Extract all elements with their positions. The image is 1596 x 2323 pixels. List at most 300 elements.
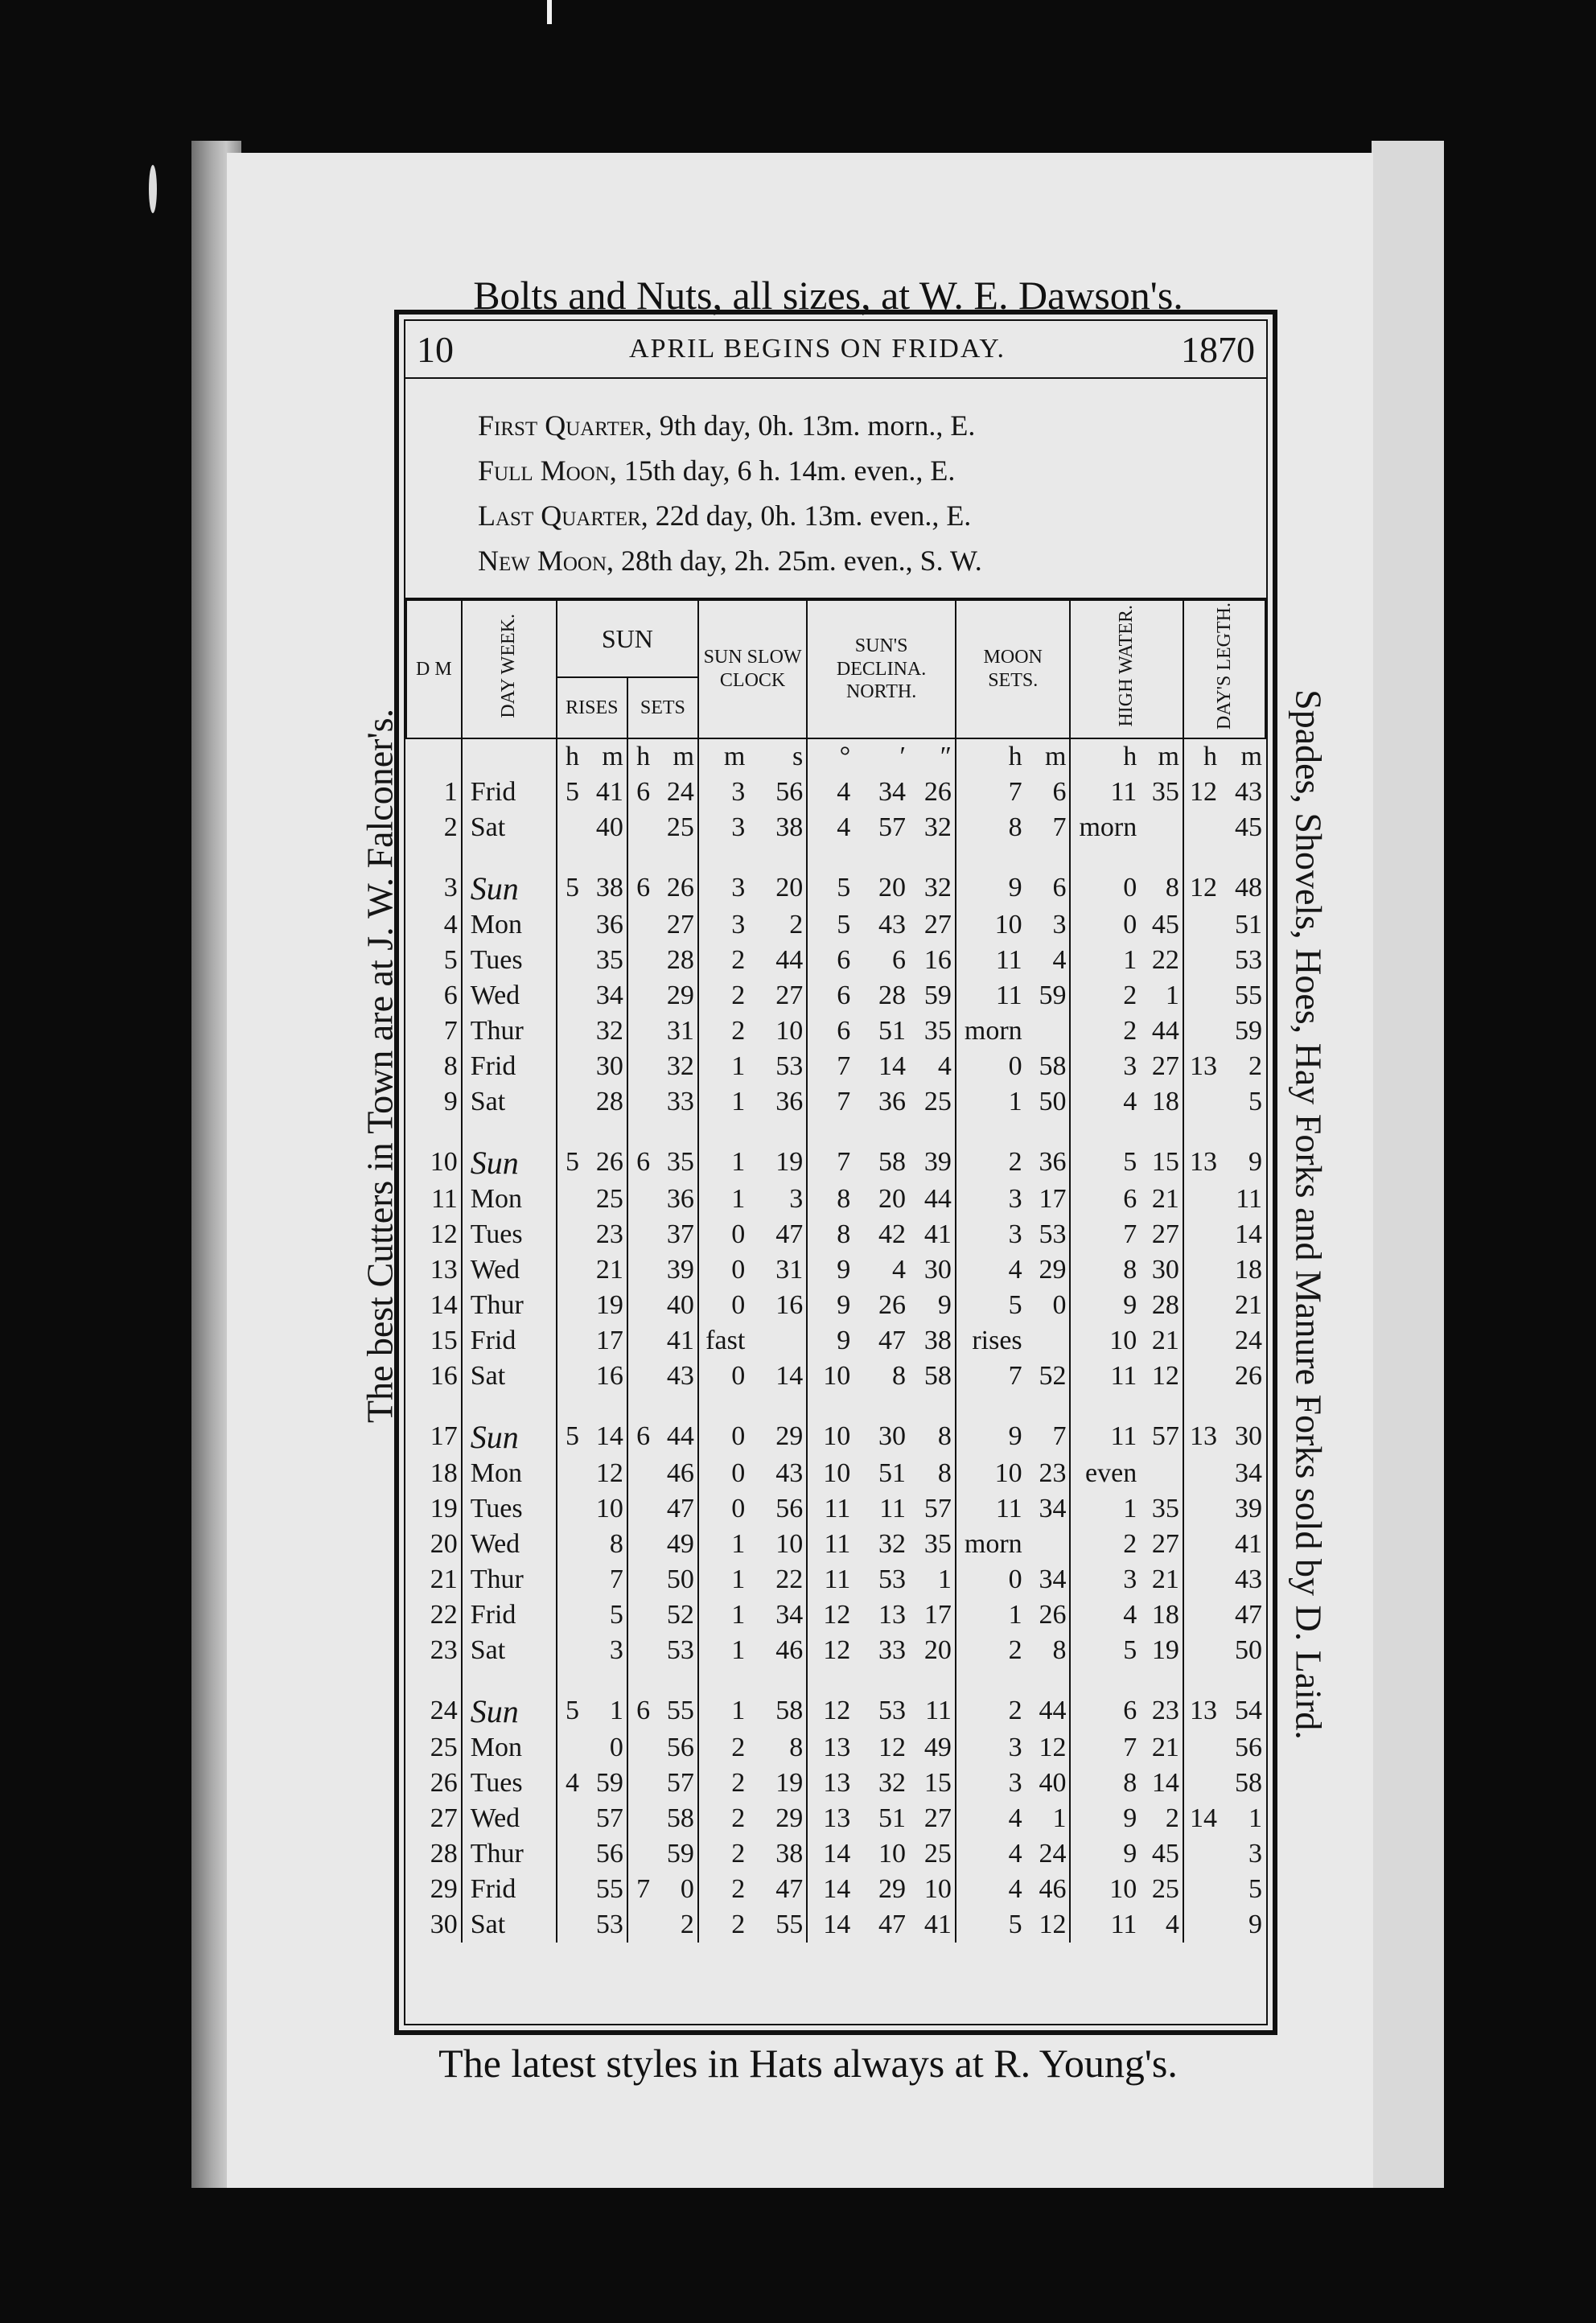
table-cell: 6: [636, 776, 651, 807]
gap-cell: [748, 1394, 807, 1418]
col-header-moon: MOON SETS.: [956, 600, 1071, 738]
gap-cell: [462, 1394, 557, 1418]
day-row: [406, 1288, 1265, 1323]
day-row: [406, 1730, 1265, 1766]
table-cell: 38: [582, 870, 627, 907]
table-cell: 21: [1140, 1182, 1183, 1217]
table-cell: 30: [878, 1421, 906, 1452]
table-cell: [1183, 810, 1220, 845]
table-cell: 20: [909, 1633, 956, 1668]
table-cell: 3: [731, 812, 746, 842]
film-speck: [149, 165, 157, 213]
table-cell: [748, 1323, 807, 1359]
gap-cell: [1220, 1394, 1265, 1418]
table-cell: 5: [1008, 1909, 1022, 1939]
table-cell: 2: [731, 1015, 746, 1046]
col-header-sets: SETS: [627, 677, 698, 738]
table-cell: 58: [1026, 1049, 1071, 1084]
moon-phase-line: First Quarter, 9th day, 0h. 13m. morn., E.: [478, 409, 976, 442]
table-cell: 5: [837, 909, 851, 939]
table-cell: [557, 1801, 582, 1836]
day-of-week: Mon: [462, 1730, 557, 1766]
table-cell: 4: [891, 1254, 906, 1285]
table-cell: 10: [994, 1458, 1022, 1488]
table-cell: even: [1085, 1458, 1137, 1488]
table-cell: [557, 1049, 582, 1084]
table-cell: 29: [748, 1801, 807, 1836]
table-cell: 1: [731, 1086, 746, 1116]
gap-cell: [1220, 845, 1265, 870]
day-of-week: Frid: [462, 1597, 557, 1633]
table-cell: 14: [1235, 1219, 1262, 1249]
table-cell: 52: [653, 1597, 698, 1633]
table-cell: 29: [878, 1873, 906, 1904]
day-row: [406, 1252, 1265, 1288]
table-cell: 2: [748, 907, 807, 943]
table-cell: 50: [1026, 1084, 1071, 1120]
table-cell: 23: [1026, 1456, 1071, 1491]
table-cell: 13: [823, 1803, 851, 1833]
table-cell: 24: [1235, 1325, 1262, 1355]
table-cell: 12: [1140, 1359, 1183, 1394]
table-cell: 10: [878, 1838, 906, 1869]
unit-cell: s: [748, 738, 807, 775]
table-cell: [627, 1252, 653, 1288]
table-cell: 5: [566, 776, 580, 807]
gap-cell: [406, 1120, 462, 1144]
table-cell: 10: [748, 1527, 807, 1562]
table-cell: 29: [748, 1418, 807, 1456]
table-cell: 9: [1123, 1289, 1137, 1320]
table-cell: 30: [1235, 1421, 1262, 1452]
table-cell: 2: [731, 1838, 746, 1869]
table-cell: [557, 1836, 582, 1872]
table-cell: 2: [653, 1907, 698, 1943]
almanac-rows: [406, 738, 1265, 1943]
table-cell: 19: [748, 1144, 807, 1182]
table-cell: 55: [1235, 980, 1262, 1010]
gap-cell: [557, 1394, 582, 1418]
table-cell: 2: [1248, 1050, 1262, 1081]
col-header-rises: RISES: [557, 677, 627, 738]
table-cell: 0: [731, 1219, 746, 1249]
table-cell: 1: [1123, 1493, 1137, 1523]
table-cell: 33: [653, 1084, 698, 1120]
table-cell: 9: [1123, 1838, 1137, 1869]
day-of-month: 13: [406, 1252, 462, 1288]
table-cell: 27: [1140, 1049, 1183, 1084]
table-cell: 0: [731, 1289, 746, 1320]
table-cell: 1: [731, 1696, 746, 1726]
table-cell: 13: [1190, 1421, 1218, 1452]
table-cell: 2: [731, 1767, 746, 1798]
day-row: [406, 810, 1265, 845]
gap-cell: [1070, 1120, 1140, 1144]
gap-cell: [854, 1394, 909, 1418]
table-cell: [557, 1562, 582, 1597]
table-cell: 55: [748, 1907, 807, 1943]
table-cell: 21: [1140, 1323, 1183, 1359]
table-cell: 49: [909, 1730, 956, 1766]
table-cell: 2: [731, 1873, 746, 1904]
table-cell: 10: [748, 1013, 807, 1049]
day-row: [406, 775, 1265, 810]
table-cell: 3: [582, 1633, 627, 1668]
unit-cell: ″: [909, 738, 956, 775]
day-of-week: Sat: [462, 1359, 557, 1394]
table-cell: 59: [582, 1766, 627, 1801]
table-cell: 8: [748, 1730, 807, 1766]
day-of-week: Sun: [462, 1144, 557, 1182]
day-of-month: 28: [406, 1836, 462, 1872]
gap-cell: [956, 1394, 1026, 1418]
col-header-sun: SUN: [557, 600, 698, 677]
day-row: [406, 907, 1265, 943]
table-cell: [1183, 1907, 1220, 1943]
unit-cell: °: [839, 741, 851, 771]
day-row: [406, 1801, 1265, 1836]
table-cell: 9: [1123, 1803, 1137, 1833]
col-header-high: HIGH WATER.: [1070, 600, 1183, 738]
table-cell: 7: [1026, 810, 1071, 845]
right-side-advertisement: Spades, Shovels, Hoes, Hay Forks and Manure Forks sold by D. Laird.: [1288, 689, 1330, 1740]
table-cell: 11: [824, 1528, 851, 1559]
day-row: [406, 1013, 1265, 1049]
table-cell: 0: [653, 1872, 698, 1907]
day-of-week: Wed: [462, 978, 557, 1013]
table-cell: 6: [1026, 870, 1071, 907]
table-cell: 6: [636, 1147, 651, 1178]
table-cell: 6: [1026, 775, 1071, 810]
table-cell: 0: [731, 1360, 746, 1391]
table-cell: 12: [582, 1456, 627, 1491]
gap-cell: [557, 1668, 582, 1692]
table-cell: [557, 1491, 582, 1527]
table-cell: 20: [748, 870, 807, 907]
table-cell: [1140, 1456, 1183, 1491]
gap-cell: [653, 845, 698, 870]
table-cell: 1: [1008, 1599, 1022, 1630]
table-cell: 13: [1190, 1147, 1218, 1178]
table-cell: 18: [1235, 1254, 1262, 1285]
table-cell: 2: [731, 944, 746, 975]
table-cell: 17: [909, 1597, 956, 1633]
table-cell: 11: [995, 944, 1022, 975]
table-cell: 51: [1235, 909, 1262, 939]
table-cell: 1: [1123, 944, 1137, 975]
table-cell: 27: [653, 907, 698, 943]
day-row: [406, 870, 1265, 907]
gap-cell: [582, 1394, 627, 1418]
day-of-month: 29: [406, 1872, 462, 1907]
table-cell: 8: [837, 1219, 851, 1249]
table-cell: 57: [909, 1491, 956, 1527]
table-cell: 12: [1026, 1907, 1071, 1943]
table-cell: [627, 1182, 653, 1217]
table-cell: 21: [582, 1252, 627, 1288]
table-cell: 7: [1008, 776, 1022, 807]
table-cell: 11: [1110, 1421, 1137, 1452]
unit-cell: h: [1203, 741, 1218, 771]
table-cell: 2: [1123, 1528, 1137, 1559]
table-cell: [1183, 1252, 1220, 1288]
table-cell: 5: [566, 1421, 580, 1452]
gap-cell: [406, 1394, 462, 1418]
unit-cell: m: [723, 741, 746, 771]
table-cell: 47: [748, 1217, 807, 1252]
week-gap: [406, 845, 1265, 870]
table-cell: 28: [653, 943, 698, 978]
gap-cell: [1140, 1668, 1183, 1692]
table-cell: 38: [748, 810, 807, 845]
table-cell: 32: [653, 1049, 698, 1084]
table-cell: [627, 978, 653, 1013]
table-cell: rises: [972, 1325, 1022, 1355]
table-cell: 8: [1123, 1254, 1137, 1285]
table-cell: 6: [891, 944, 906, 975]
table-cell: 5: [566, 873, 580, 903]
table-cell: 13: [1190, 1050, 1218, 1081]
table-cell: [1183, 1456, 1220, 1491]
day-of-week: Tues: [462, 1217, 557, 1252]
table-cell: [1183, 1633, 1220, 1668]
table-cell: 4: [837, 812, 851, 842]
table-cell: 4: [1026, 943, 1071, 978]
table-cell: 13: [1190, 1696, 1218, 1726]
table-cell: 3: [731, 873, 746, 903]
table-cell: 0: [1123, 909, 1137, 939]
table-cell: 11: [1110, 1909, 1137, 1939]
week-gap: [406, 1394, 1265, 1418]
table-cell: [627, 810, 653, 845]
table-cell: 23: [582, 1217, 627, 1252]
table-cell: 27: [1140, 1217, 1183, 1252]
table-cell: 51: [878, 1015, 906, 1046]
table-cell: 6: [636, 1696, 651, 1726]
table-cell: 4: [1008, 1873, 1022, 1904]
day-of-week: Sat: [462, 1907, 557, 1943]
table-cell: [557, 1084, 582, 1120]
day-of-week: Wed: [462, 1252, 557, 1288]
table-cell: 29: [1026, 1252, 1071, 1288]
table-cell: 13: [878, 1599, 906, 1630]
table-cell: [557, 1527, 582, 1562]
table-cell: 26: [653, 870, 698, 907]
table-cell: 11: [824, 1493, 851, 1523]
table-cell: 7: [582, 1562, 627, 1597]
gap-cell: [627, 845, 653, 870]
gap-cell: [406, 845, 462, 870]
table-cell: 59: [909, 978, 956, 1013]
table-cell: 43: [653, 1359, 698, 1394]
table-cell: [1183, 1527, 1220, 1562]
table-cell: 43: [1235, 776, 1262, 807]
week-gap: [406, 1668, 1265, 1692]
table-cell: [557, 978, 582, 1013]
table-cell: 40: [582, 810, 627, 845]
table-cell: 10: [994, 909, 1022, 939]
table-cell: 44: [748, 943, 807, 978]
table-cell: 3: [748, 1182, 807, 1217]
gap-cell: [909, 1394, 956, 1418]
gap-cell: [807, 1668, 854, 1692]
day-of-month: 27: [406, 1801, 462, 1836]
table-cell: 40: [653, 1288, 698, 1323]
table-cell: 11: [824, 1564, 851, 1594]
table-cell: 14: [1190, 1803, 1218, 1833]
table-cell: 0: [731, 1458, 746, 1488]
table-cell: [1026, 1527, 1071, 1562]
table-cell: 25: [909, 1836, 956, 1872]
table-cell: 2: [1140, 1801, 1183, 1836]
table-cell: 12: [878, 1732, 906, 1762]
table-cell: 33: [878, 1634, 906, 1665]
table-cell: 59: [1235, 1015, 1262, 1046]
table-cell: 0: [1008, 1564, 1022, 1594]
table-cell: [1183, 1359, 1220, 1394]
table-cell: [557, 1288, 582, 1323]
table-cell: 35: [582, 943, 627, 978]
day-of-month: 25: [406, 1730, 462, 1766]
table-cell: 47: [1235, 1599, 1262, 1630]
gap-cell: [1140, 1120, 1183, 1144]
unit-cell: m: [1240, 741, 1262, 771]
table-cell: 28: [1140, 1288, 1183, 1323]
table-cell: 6: [636, 873, 651, 903]
table-cell: 59: [653, 1836, 698, 1872]
table-cell: 18: [1140, 1084, 1183, 1120]
day-of-week: Mon: [462, 1456, 557, 1491]
table-cell: 14: [582, 1418, 627, 1456]
table-cell: 35: [909, 1013, 956, 1049]
table-cell: [1183, 907, 1220, 943]
table-cell: 38: [748, 1836, 807, 1872]
table-cell: [627, 1359, 653, 1394]
footer-advertisement: The latest styles in Hats always at R. Young's.: [438, 2041, 1178, 2086]
table-cell: 16: [748, 1288, 807, 1323]
day-row: [406, 943, 1265, 978]
table-cell: 8: [1026, 1633, 1071, 1668]
table-cell: 32: [878, 1767, 906, 1798]
table-cell: 12: [1026, 1730, 1071, 1766]
gap-cell: [1220, 1668, 1265, 1692]
table-cell: 5: [566, 1147, 580, 1178]
table-cell: 9: [1248, 1909, 1262, 1939]
gap-cell: [854, 845, 909, 870]
table-cell: 23: [1140, 1692, 1183, 1730]
table-cell: 35: [1140, 775, 1183, 810]
gap-cell: [462, 845, 557, 870]
day-of-week: Frid: [462, 1872, 557, 1907]
table-cell: 6: [1123, 1696, 1137, 1726]
gap-cell: [582, 845, 627, 870]
day-of-month: 6: [406, 978, 462, 1013]
table-cell: 2: [1008, 1147, 1022, 1178]
table-cell: 1: [731, 1147, 746, 1178]
title-bar: [405, 321, 1266, 379]
table-cell: 31: [653, 1013, 698, 1049]
table-cell: 13: [823, 1767, 851, 1798]
table-cell: 46: [1026, 1872, 1071, 1907]
table-cell: 41: [653, 1323, 698, 1359]
table-cell: 5: [1248, 1086, 1262, 1116]
day-of-month: 10: [406, 1144, 462, 1182]
table-cell: 30: [909, 1252, 956, 1288]
table-cell: 36: [653, 1182, 698, 1217]
day-of-month: 9: [406, 1084, 462, 1120]
table-cell: [627, 943, 653, 978]
table-cell: 4: [1123, 1086, 1137, 1116]
day-row: [406, 1456, 1265, 1491]
unit-cell: m: [1026, 738, 1071, 775]
table-cell: 58: [1235, 1767, 1262, 1798]
table-cell: 18: [1140, 1597, 1183, 1633]
table-cell: 34: [1026, 1562, 1071, 1597]
table-cell: 32: [909, 810, 956, 845]
table-cell: 4: [1008, 1803, 1022, 1833]
table-cell: 12: [823, 1634, 851, 1665]
day-of-month: 23: [406, 1633, 462, 1668]
table-cell: 20: [878, 873, 906, 903]
table-cell: 56: [748, 775, 807, 810]
table-cell: 6: [636, 1421, 651, 1452]
table-cell: 2: [731, 980, 746, 1010]
table-cell: 9: [909, 1288, 956, 1323]
table-cell: 5: [1248, 1873, 1262, 1904]
table-cell: 11: [1110, 776, 1137, 807]
table-cell: 56: [582, 1836, 627, 1872]
gap-cell: [1183, 1394, 1220, 1418]
day-of-month: 11: [406, 1182, 462, 1217]
gap-cell: [582, 1120, 627, 1144]
table-cell: 8: [1123, 1767, 1137, 1798]
table-cell: 57: [878, 812, 906, 842]
day-of-month: 22: [406, 1597, 462, 1633]
unit-cell: ′: [899, 741, 906, 771]
table-cell: [627, 1766, 653, 1801]
table-cell: [1183, 1013, 1220, 1049]
day-row: [406, 1527, 1265, 1562]
table-cell: 1: [1140, 978, 1183, 1013]
table-cell: 14: [823, 1838, 851, 1869]
table-cell: 29: [653, 978, 698, 1013]
table-cell: 53: [582, 1907, 627, 1943]
gap-cell: [1183, 845, 1220, 870]
day-of-week: Frid: [462, 775, 557, 810]
table-cell: 58: [748, 1692, 807, 1730]
gap-cell: [748, 1120, 807, 1144]
day-of-month: 12: [406, 1217, 462, 1252]
day-of-month: 2: [406, 810, 462, 845]
table-cell: [557, 1633, 582, 1668]
table-cell: 27: [1140, 1527, 1183, 1562]
table-cell: 40: [1026, 1766, 1071, 1801]
table-cell: [627, 1288, 653, 1323]
table-cell: 9: [837, 1289, 851, 1320]
table-cell: 11: [1110, 1360, 1137, 1391]
day-row: [406, 1562, 1265, 1597]
gap-cell: [582, 1668, 627, 1692]
moon-phase-line: Last Quarter, 22d day, 0h. 13m. even., E.: [478, 500, 972, 532]
table-cell: 3: [1008, 1219, 1022, 1249]
gap-cell: [698, 1668, 748, 1692]
table-cell: 2: [1123, 980, 1137, 1010]
gap-cell: [854, 1668, 909, 1692]
table-cell: 4: [1140, 1907, 1183, 1943]
day-of-week: Sun: [462, 1692, 557, 1730]
table-cell: 39: [909, 1144, 956, 1182]
day-of-month: 4: [406, 907, 462, 943]
